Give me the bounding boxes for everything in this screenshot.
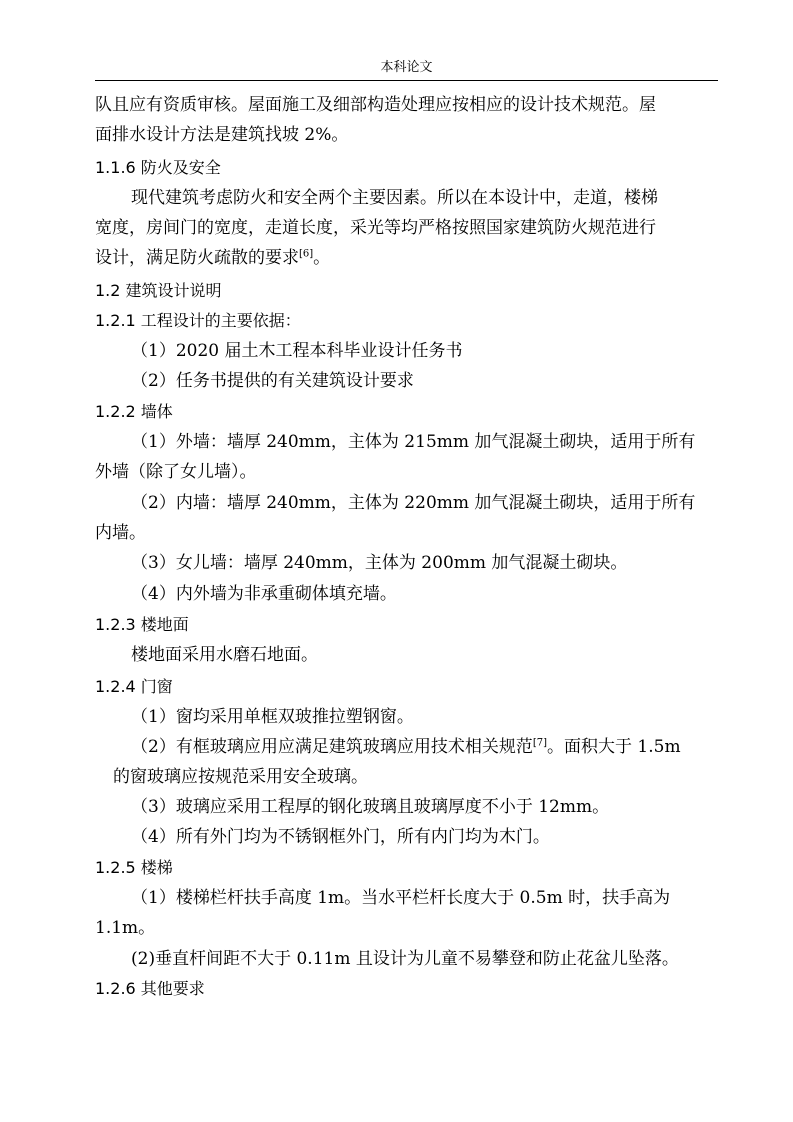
list-item-cont: 内墙。 xyxy=(95,523,146,543)
section-heading-1-1-6: 1.1.6 防火及安全 xyxy=(95,158,221,177)
list-item xyxy=(95,732,754,762)
list-text: （2）有框玻璃应用应满足建筑玻璃应用技术相关规范 xyxy=(131,737,533,757)
list-item: （4）内外墙为非承重砌体填充墙。 xyxy=(131,584,397,604)
section-heading-1-2-4: 1.2.4 门窗 xyxy=(95,677,173,696)
list-item: （2）内墙：墙厚 240mm，主体为 220mm 加气混凝土砌块，适用于所有 xyxy=(131,493,696,513)
paragraph-line: 宽度，房间门的宽度，走道长度，采光等均严格按照国家建筑防火规范进行 xyxy=(95,218,656,238)
paragraph-line xyxy=(95,243,718,273)
section-heading-1-2-6: 1.2.6 其他要求 xyxy=(95,979,205,998)
citation-ref: [6] xyxy=(299,248,314,260)
list-item: （1）2020 届土木工程本科毕业设计任务书 xyxy=(131,341,463,361)
list-item: （3）玻璃应采用工程厚的钢化玻璃且玻璃厚度不小于 12mm。 xyxy=(131,797,610,817)
list-item: （1）外墙：墙厚 240mm，主体为 215mm 加气混凝土砌块，适用于所有 xyxy=(131,432,696,452)
paragraph-line: 现代建筑考虑防火和安全两个主要因素。所以在本设计中，走道，楼梯 xyxy=(131,188,658,208)
list-text: 。面积大于 1.5m xyxy=(547,737,681,757)
header-rule xyxy=(95,80,718,81)
section-heading-1-2-1: 1.2.1 工程设计的主要依据： xyxy=(95,311,301,330)
section-heading-1-2-5: 1.2.5 楼梯 xyxy=(95,858,173,877)
paragraph-text: 。 xyxy=(313,248,331,268)
section-heading-1-2-3: 1.2.3 楼地面 xyxy=(95,615,189,634)
list-item: （1）窗均采用单框双玻推拉塑钢窗。 xyxy=(131,707,414,727)
list-item-cont: 1.1m。 xyxy=(95,918,156,938)
paragraph-line: 面排水设计方法是建筑找坡 2%。 xyxy=(95,125,349,145)
list-item-cont: 的窗玻璃应按规范采用安全玻璃。 xyxy=(113,767,368,787)
section-heading-1-2-2: 1.2.2 墙体 xyxy=(95,402,173,421)
list-item: （4）所有外门均为不锈钢框外门，所有内门均为木门。 xyxy=(131,827,550,847)
page-header: 本科论文 xyxy=(380,60,433,75)
paragraph-line: 楼地面采用水磨石地面。 xyxy=(131,645,318,665)
list-item: （3）女儿墙：墙厚 240mm，主体为 200mm 加气混凝土砌块。 xyxy=(131,553,628,573)
list-item: （2）任务书提供的有关建筑设计要求 xyxy=(131,371,414,391)
list-item-cont: 外墙（除了女儿墙）。 xyxy=(95,462,257,482)
list-item: (2)垂直杆间距不大于 0.11m 且设计为儿童不易攀登和防止花盆儿坠落。 xyxy=(131,949,679,969)
list-item: （1）楼梯栏杆扶手高度 1m。当水平栏杆长度大于 0.5m 时，扶手高为 xyxy=(131,888,671,908)
section-heading-1-2: 1.2 建筑设计说明 xyxy=(95,281,222,300)
paragraph-line: 队且应有资质审核。屋面施工及细部构造处理应按相应的设计技术规范。屋 xyxy=(95,95,656,115)
citation-ref: [7] xyxy=(532,737,547,749)
paragraph-text: 设计，满足防火疏散的要求 xyxy=(95,248,299,268)
